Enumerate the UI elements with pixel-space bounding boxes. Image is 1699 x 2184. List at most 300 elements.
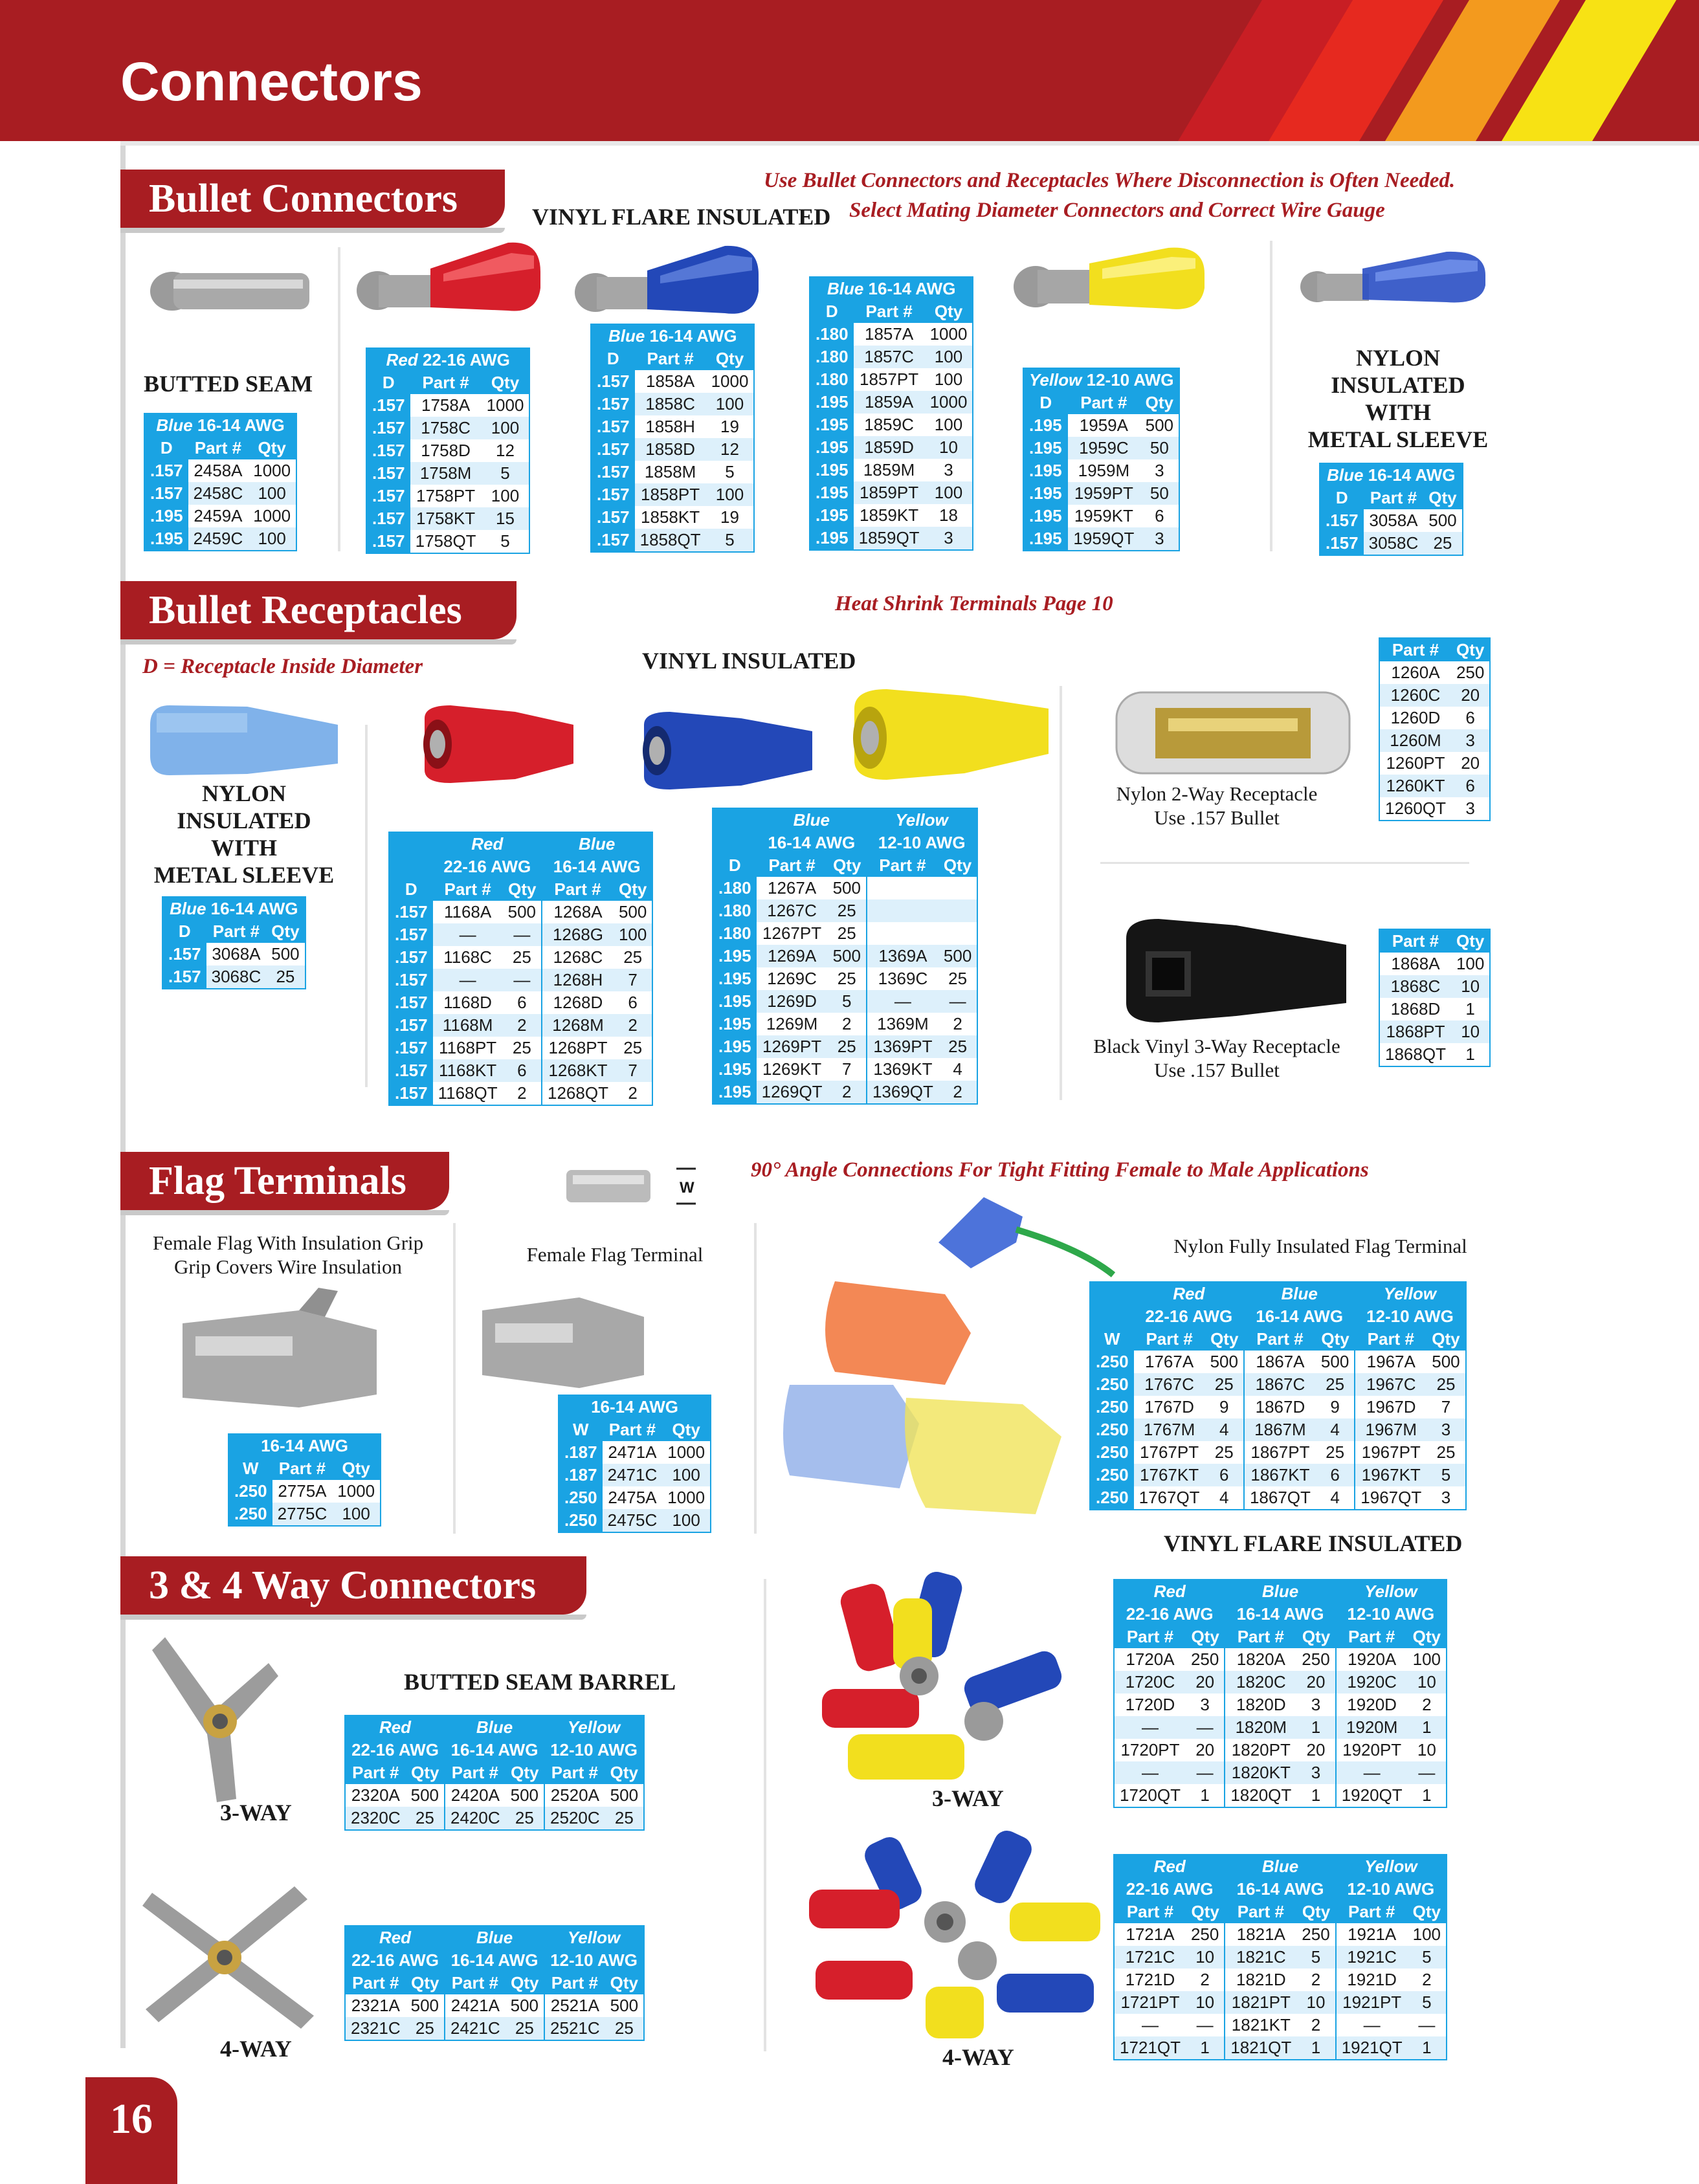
table-cell: .195 <box>810 527 854 549</box>
table-column-header: Part # <box>1068 392 1140 414</box>
table-cell: 100 <box>248 527 296 550</box>
table-cell: 25 <box>605 2017 643 2040</box>
table-cell: .195 <box>713 1035 757 1058</box>
table-column-header: Part # <box>410 371 482 394</box>
table-gauge: 16-14 AWG <box>863 279 956 298</box>
table-cell: 19 <box>720 417 739 436</box>
table-cell: 1758A <box>421 395 471 415</box>
table-cell: 2458C <box>188 482 249 505</box>
note-bullet-line2: Select Mating Diameter Connectors and Correct Wire Gauge <box>849 199 1385 222</box>
table-cell: 100 <box>925 481 973 504</box>
table-column-header: D <box>163 920 206 943</box>
table-gauge: 22-16 AWG <box>1115 1878 1225 1901</box>
table-cell: 2775A <box>278 1481 327 1501</box>
table-cell: 1269D <box>757 990 828 1013</box>
table-color: Yellow <box>544 1926 643 1949</box>
table-cell: 1959A <box>1079 415 1128 435</box>
section-bullet-receptacles: Bullet Receptacles <box>120 581 516 639</box>
table-cell: 500 <box>828 945 867 967</box>
blue-bullet-connector-image <box>570 241 764 322</box>
table-cell: 500 <box>1320 1352 1349 1371</box>
table-cell: 1 <box>1311 1785 1321 1805</box>
table-column-header: W <box>1091 1328 1134 1351</box>
table-row <box>367 530 529 553</box>
table-cell: .157 <box>145 482 188 505</box>
table-header-spacer <box>713 832 757 854</box>
table-column-header: D <box>1024 392 1068 414</box>
table-cell: 500 <box>832 878 861 898</box>
flag-w-label: W <box>680 1179 694 1197</box>
table-color: Yellow <box>867 809 977 832</box>
table-cell: 2421C <box>445 2017 505 2040</box>
table-cell: 1858H <box>645 417 695 436</box>
table-row <box>1380 1043 1489 1066</box>
label-4way: 4-WAY <box>220 2036 292 2062</box>
table-cell: 1758QT <box>415 531 476 551</box>
table-cell: 4 <box>953 1059 962 1079</box>
table-row <box>713 1058 977 1081</box>
table-gauge: 16-14 AWG <box>445 1949 544 1972</box>
table-cell: 1967C <box>1355 1373 1427 1396</box>
table-cell: 6 <box>503 1059 542 1082</box>
table-cell: .157 <box>145 459 188 482</box>
table-row <box>390 901 652 923</box>
table-butted-3way <box>344 1715 645 1831</box>
table-cell: 1269KT <box>762 1059 822 1079</box>
table-column-header: Qty <box>1427 1328 1465 1351</box>
table-cell: 1921PT <box>1336 1991 1408 2014</box>
caption-nylon-flag: Nylon Fully Insulated Flag Terminal <box>1173 1235 1467 1257</box>
table-cell: 2320C <box>346 1807 406 1829</box>
table-cell: 500 <box>610 1785 639 1805</box>
blue-receptacle-image <box>631 705 819 796</box>
table-cell: .195 <box>713 1081 757 1103</box>
table-cell: .250 <box>1091 1351 1134 1373</box>
table-cell: 2 <box>842 1014 852 1033</box>
table-cell: .195 <box>810 414 854 436</box>
table-cell: 1821QT <box>1225 2036 1296 2059</box>
table-black-3way <box>1379 929 1491 1067</box>
table-cell: .195 <box>1024 437 1068 459</box>
table-column-header: Qty <box>1316 1328 1355 1351</box>
table-cell: 6 <box>517 993 527 1012</box>
table-cell: 1268QT <box>542 1082 614 1105</box>
table-cell: .157 <box>592 438 635 461</box>
table-cell: .195 <box>1024 414 1068 437</box>
table-row <box>1380 998 1489 1020</box>
table-gauge: 16-14 AWG <box>645 326 737 346</box>
table-cell: .157 <box>592 370 635 393</box>
table-cell: 7 <box>842 1059 852 1079</box>
table-color: Yellow <box>1355 1283 1465 1305</box>
table-column-header: Part # <box>1380 930 1451 953</box>
table-row <box>592 461 753 483</box>
table-row <box>1320 509 1462 532</box>
table-butted-4way <box>344 1925 645 2041</box>
table-group-header <box>163 898 305 920</box>
table-cell: — <box>1186 1716 1225 1739</box>
table-color: Red <box>433 833 542 855</box>
butted-4way-image <box>139 1880 320 2035</box>
table-cell: 2471A <box>608 1442 657 1462</box>
table-cell: 2471C <box>603 1464 663 1486</box>
table-column-header: Qty <box>505 1761 544 1784</box>
table-cell: 1260M <box>1380 729 1451 752</box>
table-cell: 10 <box>1408 1671 1446 1693</box>
table-cell: — <box>1186 1761 1225 1784</box>
table-cell: .157 <box>592 461 635 483</box>
table-column-header: Part # <box>1134 1328 1205 1351</box>
table-cell: 2321C <box>346 2017 406 2040</box>
table-cell: 2321A <box>351 1996 400 2015</box>
table-row <box>1024 414 1179 437</box>
table-cell: — <box>503 969 542 991</box>
table-row <box>810 323 972 346</box>
table-row <box>163 965 305 988</box>
table-cell: 25 <box>512 947 531 967</box>
table-cell: 100 <box>482 417 529 439</box>
table-cell: 1920C <box>1336 1671 1408 1693</box>
table-column-header: Qty <box>248 437 296 459</box>
table-cell: 25 <box>512 1038 531 1057</box>
table-cell: 6 <box>1155 506 1164 525</box>
table-cell: 1269M <box>766 1014 818 1033</box>
table-cell: .187 <box>559 1464 603 1486</box>
table-row <box>229 1503 380 1525</box>
table-red-bullet-connectors <box>366 347 530 554</box>
table-row <box>1091 1464 1465 1486</box>
table-color: Blue <box>542 833 652 855</box>
table-row <box>1115 1693 1446 1716</box>
table-cell: .195 <box>713 1013 757 1035</box>
table-cell: 1867A <box>1244 1351 1316 1373</box>
table-group-header <box>1024 369 1179 392</box>
table-row <box>145 527 296 550</box>
table-cell: — <box>1408 1761 1446 1784</box>
vinyl-3way-image <box>809 1560 1087 1786</box>
table-column-header: Qty <box>614 878 652 901</box>
table-cell: 1967M <box>1355 1418 1427 1441</box>
table-cell: .157 <box>390 1059 433 1082</box>
table-cell: 1867M <box>1244 1418 1316 1441</box>
table-row <box>1380 752 1489 775</box>
label-4way-vinyl: 4-WAY <box>942 2044 1014 2070</box>
table-cell: 1767KT <box>1134 1464 1205 1486</box>
table-cell: 6 <box>1465 708 1475 727</box>
table-cell: 1720C <box>1115 1671 1186 1693</box>
table-gauge: 16-14 AWG <box>229 1435 380 1457</box>
table-cell: 500 <box>1210 1352 1238 1371</box>
table-row <box>1380 707 1489 729</box>
table-column-header: Part # <box>188 437 249 459</box>
table-row <box>810 346 972 368</box>
table-cell: 2 <box>1200 1970 1210 1989</box>
table-cell: 1858A <box>645 371 695 391</box>
table-cell: 2 <box>1311 1970 1321 1989</box>
table-cell: .250 <box>1091 1441 1134 1464</box>
table-cell: 2459A <box>194 506 243 525</box>
table-cell: 1269QT <box>757 1081 828 1103</box>
table-cell <box>938 922 977 945</box>
table-gauge: 22-16 AWG <box>346 1949 445 1972</box>
table-gauge: 16-14 AWG <box>1225 1878 1335 1901</box>
table-cell: 100 <box>662 1464 710 1486</box>
table-gauge: 22-16 AWG <box>417 350 510 370</box>
butted-seam-connector-image <box>148 259 322 324</box>
table-cell: 25 <box>623 947 643 967</box>
table-cell: 10 <box>1186 1991 1225 2014</box>
table-color: Red <box>1134 1283 1244 1305</box>
table-cell: 1369A <box>867 945 938 967</box>
table-row <box>713 967 977 990</box>
red-bullet-connector-image <box>353 236 547 320</box>
table-gauge: 16-14 AWG <box>1244 1305 1355 1328</box>
table-cell: .195 <box>713 967 757 990</box>
table-cell <box>867 877 938 899</box>
label-3way: 3-WAY <box>220 1800 292 1826</box>
flag-dimension-image <box>560 1164 696 1209</box>
table-cell: 1000 <box>486 395 524 415</box>
table-cell: 500 <box>410 1996 439 2015</box>
table-cell: 25 <box>828 899 867 922</box>
table-cell: 2475C <box>603 1509 663 1532</box>
table-cell: — <box>1115 1761 1186 1784</box>
table-cell: 1858D <box>635 438 706 461</box>
table-cell: 1820C <box>1225 1671 1296 1693</box>
table-row <box>367 417 529 439</box>
table-cell: 1168C <box>443 947 492 967</box>
table-cell: 1168KT <box>433 1059 503 1082</box>
table-cell: — <box>503 923 542 946</box>
table-cell: .157 <box>1320 532 1364 555</box>
table-cell: 3068C <box>206 965 267 988</box>
table-cell: .157 <box>390 923 433 946</box>
table-column-header: Part # <box>1115 1626 1186 1648</box>
table-row <box>346 2017 643 2040</box>
table-cell: 1268KT <box>542 1059 614 1082</box>
table-cell: .195 <box>713 945 757 967</box>
table-cell: 5 <box>1408 1946 1446 1969</box>
table-row <box>367 507 529 530</box>
table-cell: 1858PT <box>635 483 706 506</box>
table-row <box>592 438 753 461</box>
table-cell: 1000 <box>667 1488 705 1507</box>
table-cell: .157 <box>367 394 410 417</box>
table-cell: 500 <box>507 902 537 921</box>
table-gauge: 16-14 AWG <box>559 1396 710 1418</box>
table-row <box>346 1784 643 1807</box>
table-gauge: 22-16 AWG <box>433 855 542 878</box>
table-cell: 1168M <box>433 1014 503 1037</box>
table-cell: 1859QT <box>854 527 925 549</box>
table-row <box>592 529 753 551</box>
table-column-header: Part # <box>272 1457 333 1480</box>
table-cell: 1857C <box>854 346 925 368</box>
table-cell: 250 <box>1302 1649 1330 1669</box>
table-color: Blue <box>757 809 867 832</box>
table-cell <box>938 899 977 922</box>
table-cell: .157 <box>367 507 410 530</box>
table-cell: .187 <box>559 1441 603 1464</box>
nylon-receptacle-image <box>144 699 351 783</box>
table-column-header: Qty <box>332 1457 380 1480</box>
table-cell: 1168D <box>443 993 492 1012</box>
left-rule <box>120 146 126 2048</box>
table-cell: .180 <box>713 922 757 945</box>
table-cell: — <box>433 969 503 991</box>
table-column-header: Part # <box>544 1761 605 1784</box>
table-row <box>1380 975 1489 998</box>
table-color: Red <box>1115 1855 1225 1878</box>
table-cell: 1920M <box>1336 1716 1408 1739</box>
table-cell: 500 <box>610 1996 639 2015</box>
table-cell: .180 <box>713 877 757 899</box>
table-cell: 1267PT <box>762 923 822 943</box>
table-row <box>1115 1671 1446 1693</box>
table-cell: .195 <box>1024 459 1068 482</box>
table-cell: — <box>938 990 977 1013</box>
table-row <box>1380 1020 1489 1043</box>
table-cell: 1720QT <box>1120 1785 1181 1805</box>
table-row <box>1115 1761 1446 1784</box>
table-cell: 100 <box>934 415 963 434</box>
table-row <box>713 922 977 945</box>
table-row <box>1115 1648 1446 1671</box>
table-cell: .195 <box>810 504 854 527</box>
table-gauge: 12-10 AWG <box>1082 370 1174 390</box>
table-column-header: Qty <box>1408 1901 1446 1923</box>
table-vinyl-4way <box>1113 1854 1447 2060</box>
table-cell: 25 <box>938 1035 977 1058</box>
table-color: Yellow <box>1336 1855 1446 1878</box>
table-column-header: Part # <box>1225 1901 1296 1923</box>
table-cell: 1 <box>1200 1785 1210 1805</box>
table-color: Blue <box>445 1716 544 1739</box>
table-gauge: 12-10 AWG <box>867 832 977 854</box>
table-cell: .195 <box>145 505 188 527</box>
table-row <box>810 414 972 436</box>
table-cell: 1721A <box>1126 1925 1175 1944</box>
section-way-connectors: 3 & 4 Way Connectors <box>120 1556 586 1615</box>
table-cell: 12 <box>496 441 515 460</box>
table-cell: 2521C <box>544 2017 605 2040</box>
page-title: Connectors <box>120 51 423 112</box>
table-row <box>390 969 652 991</box>
table-cell: 1369M <box>867 1013 938 1035</box>
table-cell: 100 <box>1412 1925 1441 1944</box>
table-cell: — <box>867 990 938 1013</box>
table-cell: 1967PT <box>1355 1441 1427 1464</box>
table-cell: 2 <box>1311 2015 1321 2035</box>
table-color: Yellow <box>1336 1580 1446 1603</box>
table-column-header: Qty <box>925 300 973 323</box>
table-cell: 25 <box>1214 1442 1234 1462</box>
table-column-header: D <box>713 854 757 877</box>
table-cell: 1920A <box>1336 1648 1408 1671</box>
table-row <box>810 391 972 414</box>
table-column-header: Qty <box>482 371 529 394</box>
table-cell: 20 <box>1296 1671 1335 1693</box>
table-cell: 18 <box>939 505 958 525</box>
table-row <box>1115 1969 1446 1991</box>
label-vinyl-flare-insulated-2: VINYL FLARE INSULATED <box>1164 1530 1463 1556</box>
table-cell: 1721PT <box>1115 1991 1186 2014</box>
divider <box>754 1223 757 1534</box>
table-column-header: Part # <box>445 1972 505 1994</box>
table-column-header: D <box>810 300 854 323</box>
table-row <box>1091 1486 1465 1509</box>
table-color: Yellow <box>544 1716 643 1739</box>
table-cell: 5 <box>828 990 867 1013</box>
table-color: Blue <box>156 415 193 435</box>
table-column-header: Qty <box>1423 487 1461 509</box>
table-cell: 2 <box>503 1014 542 1037</box>
table-cell: 1 <box>1408 1716 1446 1739</box>
table-cell: 500 <box>510 1996 539 2015</box>
table-cell: 20 <box>1186 1671 1225 1693</box>
table-cell: .180 <box>810 323 854 346</box>
table-row <box>810 436 972 459</box>
table-cell: 3 <box>1441 1488 1451 1507</box>
table-cell: 1260QT <box>1385 799 1446 818</box>
table-cell: 1 <box>1408 2036 1446 2059</box>
table-column-header: Part # <box>346 1972 406 1994</box>
table-group-header <box>145 414 296 437</box>
table-cell: 25 <box>266 965 304 988</box>
table-cell: 25 <box>1423 532 1461 555</box>
table-cell: 1820M <box>1225 1716 1296 1739</box>
table-cell: 100 <box>662 1509 710 1532</box>
table-cell: 3 <box>1296 1761 1335 1784</box>
table-cell: 50 <box>1140 482 1179 505</box>
table-cell: .250 <box>559 1486 603 1509</box>
table-column-header: Part # <box>206 920 267 943</box>
table-cell: 3058C <box>1364 532 1424 555</box>
table-cell: 1 <box>1465 1044 1475 1064</box>
table-cell: 2420A <box>445 1784 505 1807</box>
table-cell: 2475A <box>608 1488 657 1507</box>
table-cell: 1820A <box>1225 1648 1296 1671</box>
table-column-header: Qty <box>505 1972 544 1994</box>
note-bullet-line1: Use Bullet Connectors and Receptacles Where Disconnection is Often Needed. <box>764 169 1456 192</box>
table-row <box>559 1486 710 1509</box>
table-cell: 1767C <box>1134 1373 1205 1396</box>
table-row <box>1024 527 1179 550</box>
table-cell: 1868C <box>1380 975 1451 998</box>
label-3way-vinyl: 3-WAY <box>932 1785 1004 1811</box>
table-cell: 1268C <box>542 946 614 969</box>
table-cell: 1967A <box>1355 1351 1427 1373</box>
table-cell: .250 <box>1091 1418 1134 1441</box>
table-cell: .157 <box>163 943 206 965</box>
table-row <box>713 990 977 1013</box>
table-cell: 1821C <box>1225 1946 1296 1969</box>
table-column-header: Part # <box>854 300 925 323</box>
table-cell: 3 <box>1465 799 1475 818</box>
table-color: Blue <box>608 326 645 346</box>
table-cell: 4 <box>1316 1418 1355 1441</box>
table-cell: 25 <box>605 1807 643 1829</box>
table-cell: 1821PT <box>1225 1991 1296 2014</box>
table-cell: 2775C <box>272 1503 333 1525</box>
table-row <box>1091 1418 1465 1441</box>
table-cell: 1859PT <box>854 481 925 504</box>
table-cell: 1 <box>1296 2036 1335 2059</box>
table-header-spacer <box>1091 1305 1134 1328</box>
table-column-header: Part # <box>542 878 614 901</box>
table-cell: 10 <box>1417 1740 1436 1759</box>
table-cell: 3 <box>1155 461 1164 480</box>
